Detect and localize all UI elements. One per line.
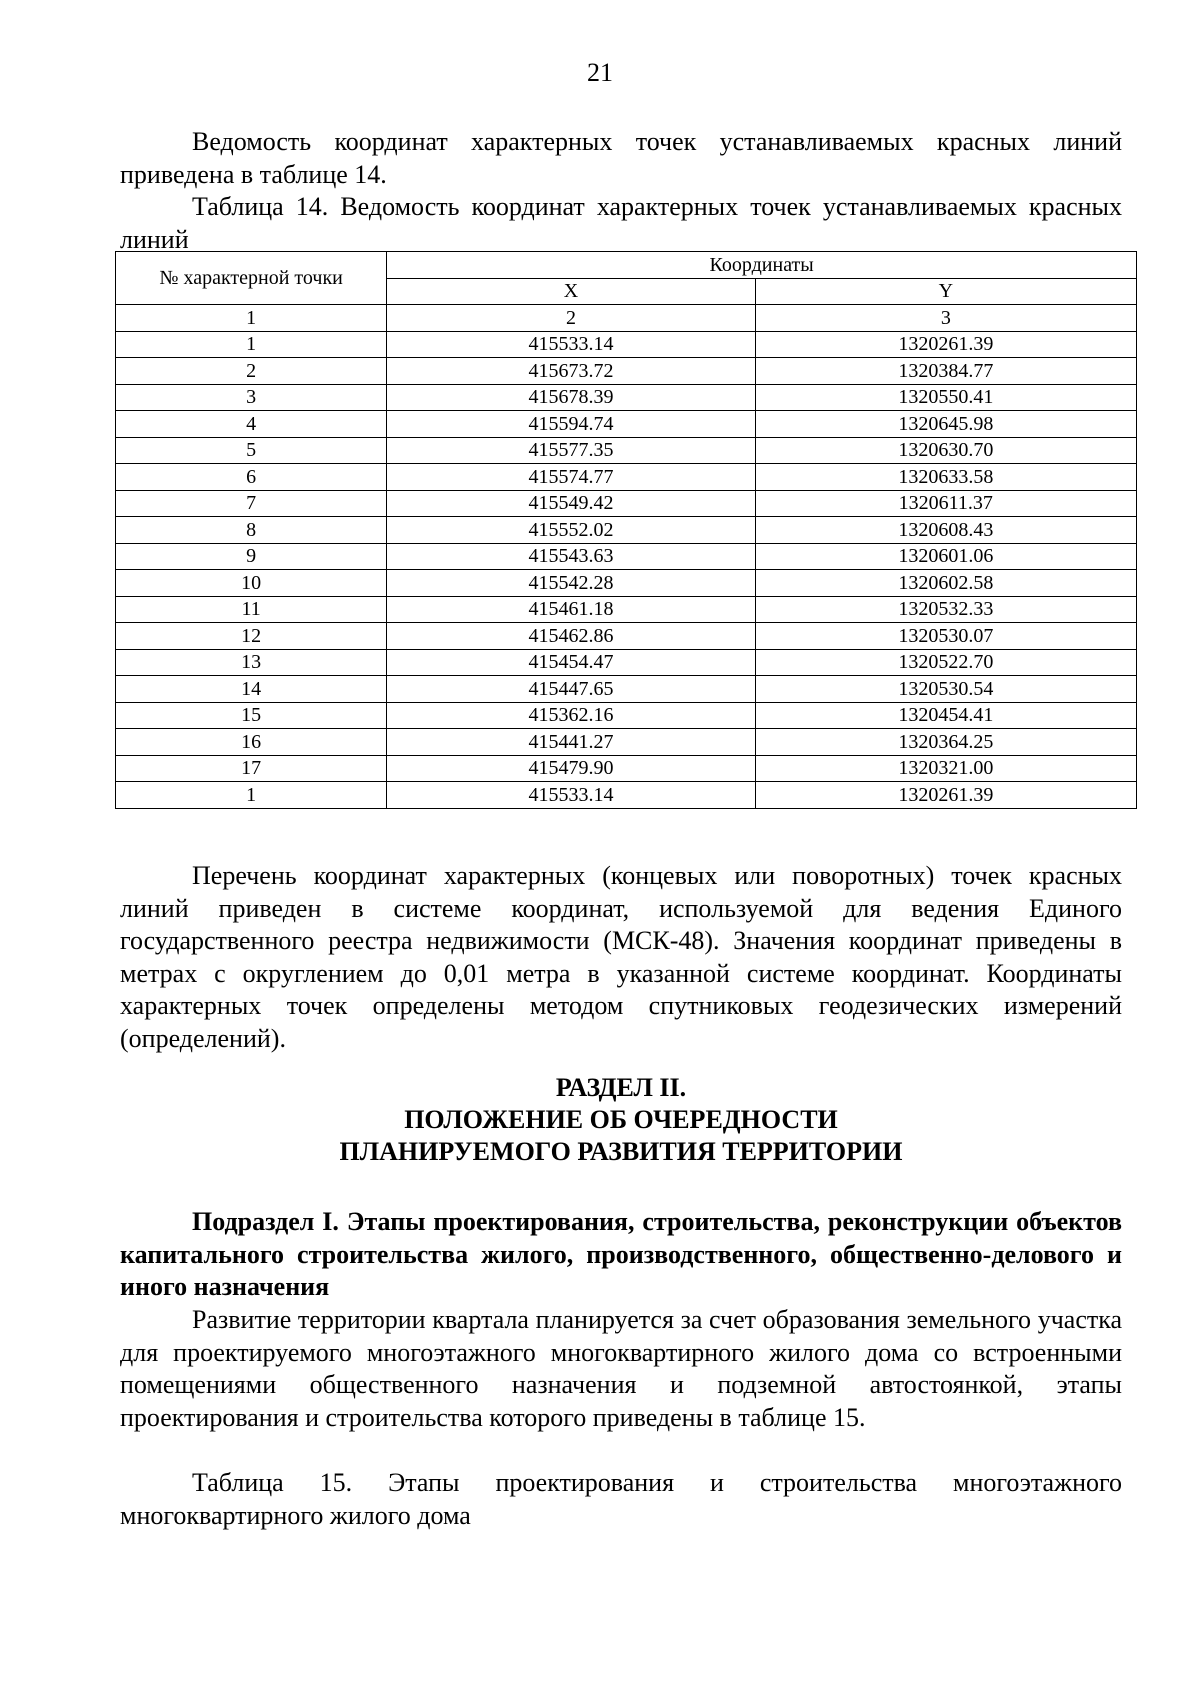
x-coordinate-cell: 415574.77 bbox=[387, 464, 755, 491]
header-x: X bbox=[387, 278, 755, 305]
point-number-cell: 15 bbox=[116, 702, 387, 729]
x-coordinate-cell: 415543.63 bbox=[387, 543, 755, 570]
y-coordinate-cell: 1320261.39 bbox=[755, 782, 1136, 809]
point-number-cell: 12 bbox=[116, 623, 387, 650]
x-coordinate-cell: 415479.90 bbox=[387, 755, 755, 782]
intro-paragraph: Ведомость координат характерных точек устанавливаемых красных линий приведена в таблице 14. bbox=[120, 127, 1122, 189]
x-coordinate-cell: 415447.65 bbox=[387, 676, 755, 703]
point-number-cell: 6 bbox=[116, 464, 387, 491]
table15-caption: Таблица 15. Этапы проектирования и строительства многоэтажного многоквартирного жилого дома bbox=[120, 1468, 1122, 1530]
y-coordinate-cell: 1320522.70 bbox=[755, 649, 1136, 676]
point-number-cell: 7 bbox=[116, 490, 387, 517]
point-number-cell: 3 bbox=[116, 384, 387, 411]
point-number-cell: 2 bbox=[116, 358, 387, 385]
x-coordinate-cell: 415552.02 bbox=[387, 517, 755, 544]
column-number: 1 bbox=[116, 305, 387, 332]
y-coordinate-cell: 1320454.41 bbox=[755, 702, 1136, 729]
y-coordinate-cell: 1320608.43 bbox=[755, 517, 1136, 544]
x-coordinate-cell: 415362.16 bbox=[387, 702, 755, 729]
point-number-cell: 4 bbox=[116, 411, 387, 438]
y-coordinate-cell: 1320530.54 bbox=[755, 676, 1136, 703]
y-coordinate-cell: 1320530.07 bbox=[755, 623, 1136, 650]
column-number: 3 bbox=[755, 305, 1136, 332]
table-row bbox=[116, 649, 1137, 676]
x-coordinate-cell: 415533.14 bbox=[387, 331, 755, 358]
x-coordinate-cell: 415462.86 bbox=[387, 623, 755, 650]
table-row bbox=[116, 490, 1137, 517]
subsection-paragraph: Развитие территории квартала планируется за счет образования земельного участка для проектируемого многоэтажного многоквартирного жилого дома со встроенными помещениями общественного назначения и подземной автостоянкой, этапы проектирования и строительства которого приведены в таблице 15. bbox=[120, 1305, 1122, 1432]
page-number: 21 bbox=[587, 58, 613, 87]
header-coordinates: Координаты bbox=[387, 252, 1137, 279]
point-number-cell: 11 bbox=[116, 596, 387, 623]
header-y: Y bbox=[755, 278, 1136, 305]
point-number-cell: 9 bbox=[116, 543, 387, 570]
point-number-cell: 5 bbox=[116, 437, 387, 464]
table-row bbox=[116, 464, 1137, 491]
column-number: 2 bbox=[387, 305, 755, 332]
point-number-cell: 17 bbox=[116, 755, 387, 782]
table-row bbox=[116, 411, 1137, 438]
y-coordinate-cell: 1320321.00 bbox=[755, 755, 1136, 782]
y-coordinate-cell: 1320550.41 bbox=[755, 384, 1136, 411]
y-coordinate-cell: 1320384.77 bbox=[755, 358, 1136, 385]
y-coordinate-cell: 1320364.25 bbox=[755, 729, 1136, 756]
x-coordinate-cell: 415577.35 bbox=[387, 437, 755, 464]
x-coordinate-cell: 415678.39 bbox=[387, 384, 755, 411]
x-coordinate-cell: 415461.18 bbox=[387, 596, 755, 623]
table-row bbox=[116, 755, 1137, 782]
coordinates-table bbox=[115, 251, 1137, 809]
section-title-line: ПОЛОЖЕНИЕ ОБ ОЧЕРЕДНОСТИ bbox=[404, 1105, 838, 1134]
x-coordinate-cell: 415454.47 bbox=[387, 649, 755, 676]
y-coordinate-cell: 1320602.58 bbox=[755, 570, 1136, 597]
table-row bbox=[116, 729, 1137, 756]
point-number-cell: 1 bbox=[116, 331, 387, 358]
table-row bbox=[116, 331, 1137, 358]
table-row bbox=[116, 437, 1137, 464]
table-row bbox=[116, 384, 1137, 411]
header-point-number: № характерной точки bbox=[116, 252, 387, 305]
x-coordinate-cell: 415533.14 bbox=[387, 782, 755, 809]
table-row bbox=[116, 517, 1137, 544]
y-coordinate-cell: 1320630.70 bbox=[755, 437, 1136, 464]
y-coordinate-cell: 1320261.39 bbox=[755, 331, 1136, 358]
section-title-line: РАЗДЕЛ II. bbox=[555, 1073, 687, 1102]
point-number-cell: 16 bbox=[116, 729, 387, 756]
y-coordinate-cell: 1320601.06 bbox=[755, 543, 1136, 570]
section-heading bbox=[120, 1072, 1122, 1168]
x-coordinate-cell: 415441.27 bbox=[387, 729, 755, 756]
table-row bbox=[116, 358, 1137, 385]
table-row bbox=[116, 676, 1137, 703]
y-coordinate-cell: 1320645.98 bbox=[755, 411, 1136, 438]
table-row bbox=[116, 623, 1137, 650]
point-number-cell: 10 bbox=[116, 570, 387, 597]
y-coordinate-cell: 1320532.33 bbox=[755, 596, 1136, 623]
y-coordinate-cell: 1320611.37 bbox=[755, 490, 1136, 517]
table-row bbox=[116, 702, 1137, 729]
y-coordinate-cell: 1320633.58 bbox=[755, 464, 1136, 491]
section-title-line: ПЛАНИРУЕМОГО РАЗВИТИЯ ТЕРРИТОРИИ bbox=[339, 1137, 903, 1166]
table14-caption: Таблица 14. Ведомость координат характерных точек устанавливаемых красных линий bbox=[120, 192, 1122, 254]
column-number-row bbox=[116, 305, 1137, 332]
point-number-cell: 13 bbox=[116, 649, 387, 676]
table-row bbox=[116, 570, 1137, 597]
point-number-cell: 1 bbox=[116, 782, 387, 809]
coordinates-note: Перечень координат характерных (концевых или поворотных) точек красных линий приведен в системе координат, используемой для ведения Единого государственного реестра недвижимости (МСК-48). Значения координат приведены в метрах с округлением до 0,01 метра в указанной системе координат. Координаты характерных точек определены методом спутниковых геодезических измерений (определений). bbox=[120, 861, 1122, 1053]
point-number-cell: 14 bbox=[116, 676, 387, 703]
x-coordinate-cell: 415673.72 bbox=[387, 358, 755, 385]
table-row bbox=[116, 543, 1137, 570]
x-coordinate-cell: 415542.28 bbox=[387, 570, 755, 597]
point-number-cell: 8 bbox=[116, 517, 387, 544]
subsection-heading: Подраздел I. Этапы проектирования, строительства, реконструкции объектов капитального строительства жилого, производственного, общественно-делового и иного назначения bbox=[120, 1207, 1122, 1301]
table-row bbox=[116, 596, 1137, 623]
table-row bbox=[116, 782, 1137, 809]
x-coordinate-cell: 415549.42 bbox=[387, 490, 755, 517]
x-coordinate-cell: 415594.74 bbox=[387, 411, 755, 438]
